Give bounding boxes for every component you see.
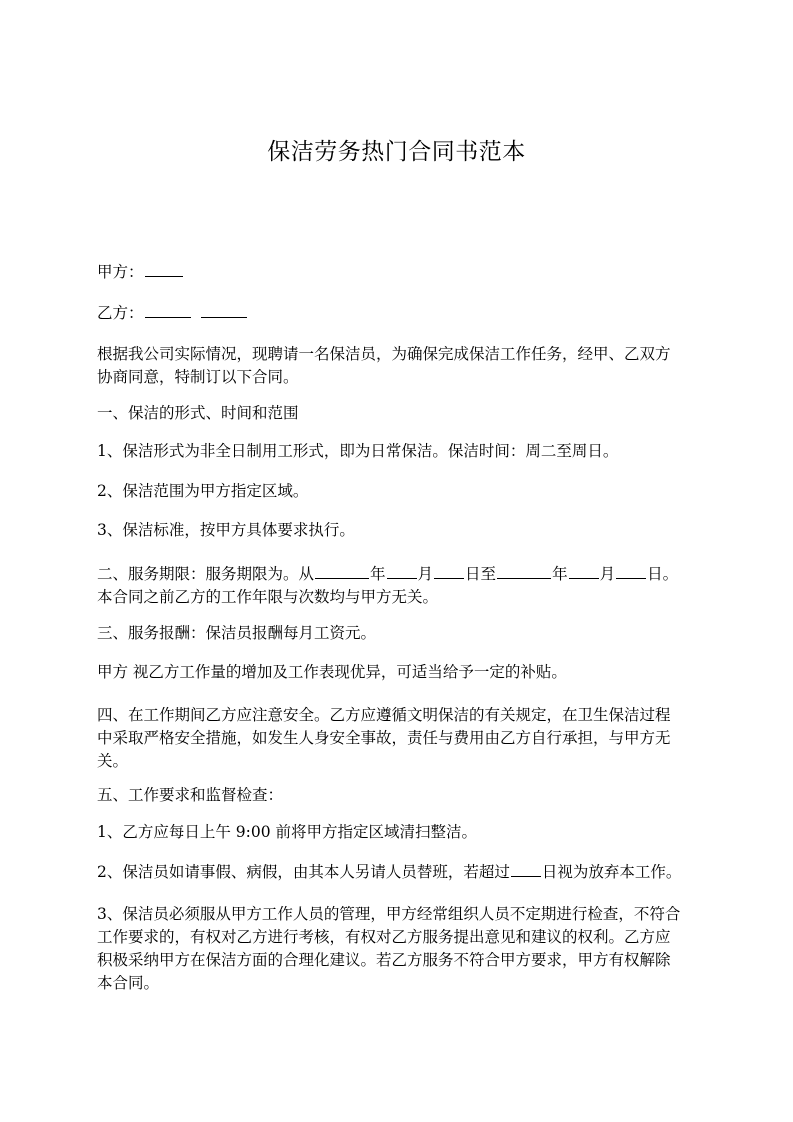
end-year-blank bbox=[497, 563, 551, 579]
section1-item3: 3、保洁标准，按甲方具体要求执行。 bbox=[97, 521, 355, 539]
section1-item1: 1、保洁形式为非全日制用工形式，即为日常保洁。保洁时间：周二至周日。 bbox=[97, 442, 619, 460]
start-year-blank bbox=[315, 563, 369, 579]
section5-item2 bbox=[97, 861, 701, 884]
section5-heading: 五、工作要求和监督检查： bbox=[97, 786, 284, 804]
section2-paragraph bbox=[97, 563, 701, 609]
section3-heading: 三、服务报酬：保洁员报酬每月工资元。 bbox=[97, 624, 377, 642]
section2-month2: 月 bbox=[599, 565, 616, 583]
start-month-blank bbox=[387, 563, 417, 579]
section5-item1: 1、乙方应每日上午 9:00 前将甲方指定区域清扫整洁。 bbox=[97, 823, 478, 841]
section2-month1: 月 bbox=[417, 565, 434, 583]
section4-line-2: 中采取严格安全措施，如发生人身安全事故，责任与费用由乙方自行承担，与甲方无 bbox=[97, 729, 671, 747]
party-a-line bbox=[97, 261, 701, 284]
section2-year2: 年 bbox=[552, 565, 568, 583]
party-b-blank-2 bbox=[201, 302, 247, 318]
section4-line-3: 关。 bbox=[97, 752, 129, 770]
section2-part1: 二、服务期限：服务期限为。从 bbox=[97, 565, 315, 583]
section5-item3-line-3: 积极采纳甲方在保洁方面的合理化建议。若乙方服务不符合甲方要求，甲方有权解除 bbox=[97, 951, 671, 969]
section3-subsidy: 甲方 视乙方工作量的增加及工作表现优异，可适当给予一定的补贴。 bbox=[97, 663, 567, 681]
absence-days-blank bbox=[511, 861, 541, 877]
section2-line-1 bbox=[97, 563, 701, 586]
section2-year1: 年 bbox=[370, 565, 386, 583]
start-day-blank bbox=[434, 563, 464, 579]
section2-day1: 日至 bbox=[465, 565, 497, 583]
intro-line-1: 根据我公司实际情况，现聘请一名保洁员，为确保完成保洁工作任务，经甲、乙双方 bbox=[97, 345, 671, 363]
section2-day2: 日。 bbox=[647, 565, 679, 583]
end-month-blank bbox=[569, 563, 599, 579]
section5-item2-part-b: 日视为放弃本工作。 bbox=[541, 863, 682, 881]
section4-line-1: 四、在工作期间乙方应注意安全。乙方应遵循文明保洁的有关规定，在卫生保洁过程 bbox=[97, 706, 671, 724]
party-b-line bbox=[97, 302, 701, 325]
intro-paragraph bbox=[97, 343, 701, 389]
section5-item3-line-1: 3、保洁员必须服从甲方工作人员的管理，甲方经常组织人员不定期进行检查，不符合 bbox=[97, 905, 681, 923]
intro-line-2: 协商同意，特制订以下合同。 bbox=[97, 368, 299, 386]
party-a-blank bbox=[145, 261, 183, 277]
section4-paragraph bbox=[97, 704, 701, 773]
section1-item2: 2、保洁范围为甲方指定区域。 bbox=[97, 482, 309, 500]
section5-item3-line-2: 工作要求的，有权对乙方进行考核，有权对乙方服务提出意见和建议的权利。乙方应 bbox=[97, 928, 671, 946]
section2-line-2: 本合同之前乙方的工作年限与次数均与甲方无关。 bbox=[97, 588, 439, 606]
party-a-label: 甲方： bbox=[97, 263, 144, 281]
section5-item3-line-4: 本合同。 bbox=[97, 974, 160, 992]
party-b-label: 乙方： bbox=[97, 304, 144, 322]
document-title: 保洁劳务热门合同书范本 bbox=[267, 139, 526, 165]
section5-item2-part-a: 2、保洁员如请事假、病假，由其本人另请人员替班，若超过 bbox=[97, 863, 510, 881]
section5-item3 bbox=[97, 903, 701, 995]
section1-heading: 一、保洁的形式、时间和范围 bbox=[97, 404, 299, 422]
party-b-blank-1 bbox=[145, 302, 191, 318]
end-day-blank bbox=[616, 563, 646, 579]
